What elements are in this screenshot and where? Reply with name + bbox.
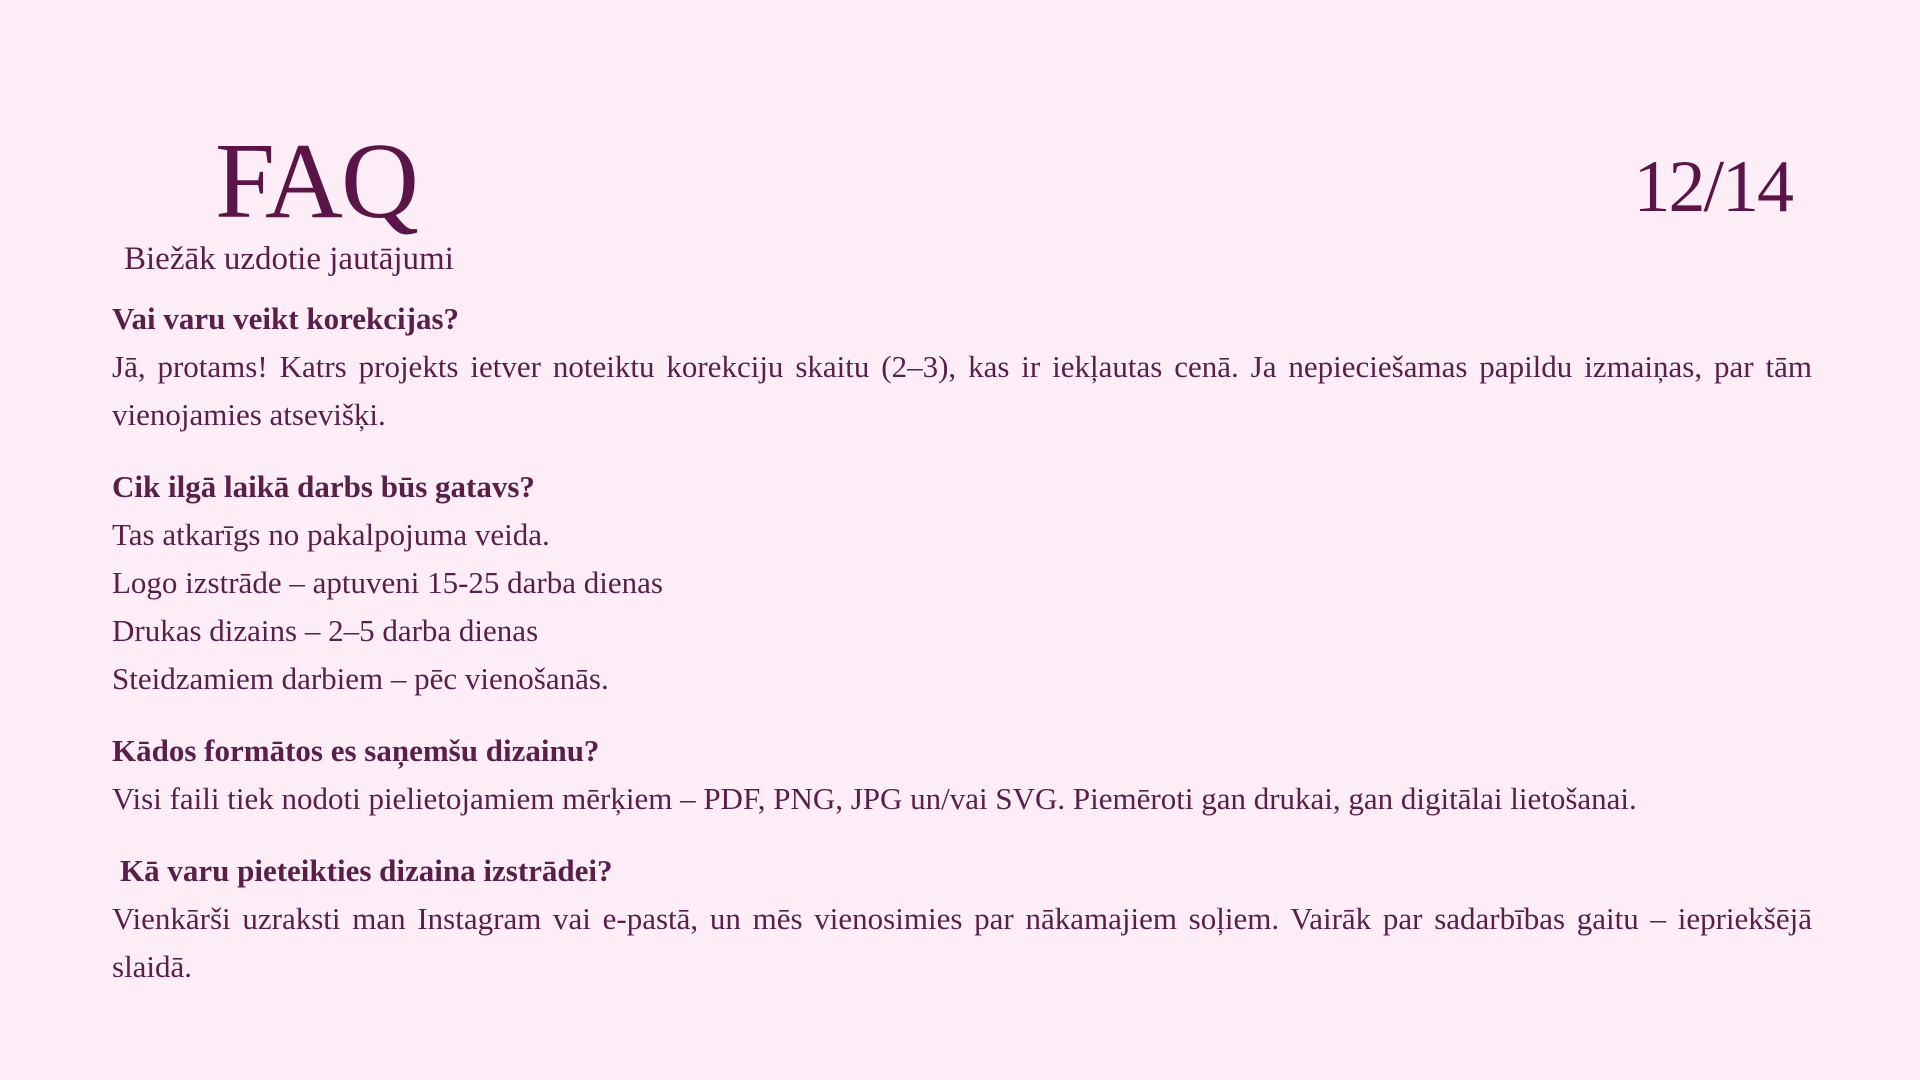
faq-question: Vai varu veikt korekcijas? bbox=[112, 301, 460, 336]
faq-answer: Jā, protams! Katrs projekts ietver noteiktu korekciju skaitu (2–3), kas ir iekļautas cenā. Ja nepieciešamas papildu izmaiņas, par tām vienojamies atsevišķi. bbox=[112, 349, 1812, 432]
faq-list bbox=[112, 295, 1812, 1015]
faq-answer-line: Tas atkarīgs no pakalpojuma veida. bbox=[112, 517, 550, 552]
faq-question: Kā varu pieteikties dizaina izstrādei? bbox=[120, 853, 613, 888]
faq-question: Kādos formātos es saņemšu dizainu? bbox=[112, 733, 600, 768]
faq-answer-line: Logo izstrāde – aptuveni 15-25 darba dienas bbox=[112, 565, 663, 600]
faq-item-formats bbox=[112, 727, 1812, 823]
faq-item-apply bbox=[112, 847, 1812, 991]
faq-answer-line: Steidzamiem darbiem – pēc vienošanās. bbox=[112, 661, 609, 696]
page-subtitle: Biežāk uzdotie jautājumi bbox=[124, 241, 454, 277]
faq-item-corrections bbox=[112, 295, 1812, 439]
page-title: FAQ bbox=[215, 122, 418, 241]
faq-item-timeline bbox=[112, 463, 1812, 703]
faq-answer: Vienkārši uzraksti man Instagram vai e-pastā, un mēs vienosimies par nākamajiem soļiem. Vairāk par sadarbības gaitu – iepriekšējā slaidā. bbox=[112, 901, 1812, 984]
page-counter: 12/14 bbox=[1633, 146, 1792, 228]
faq-answer: Visi faili tiek nodoti pielietojamiem mērķiem – PDF, PNG, JPG un/vai SVG. Piemēroti gan drukai, gan digitālai lietošanai. bbox=[112, 781, 1637, 816]
faq-question: Cik ilgā laikā darbs būs gatavs? bbox=[112, 469, 535, 504]
faq-answer-line: Drukas dizains – 2–5 darba dienas bbox=[112, 613, 539, 648]
